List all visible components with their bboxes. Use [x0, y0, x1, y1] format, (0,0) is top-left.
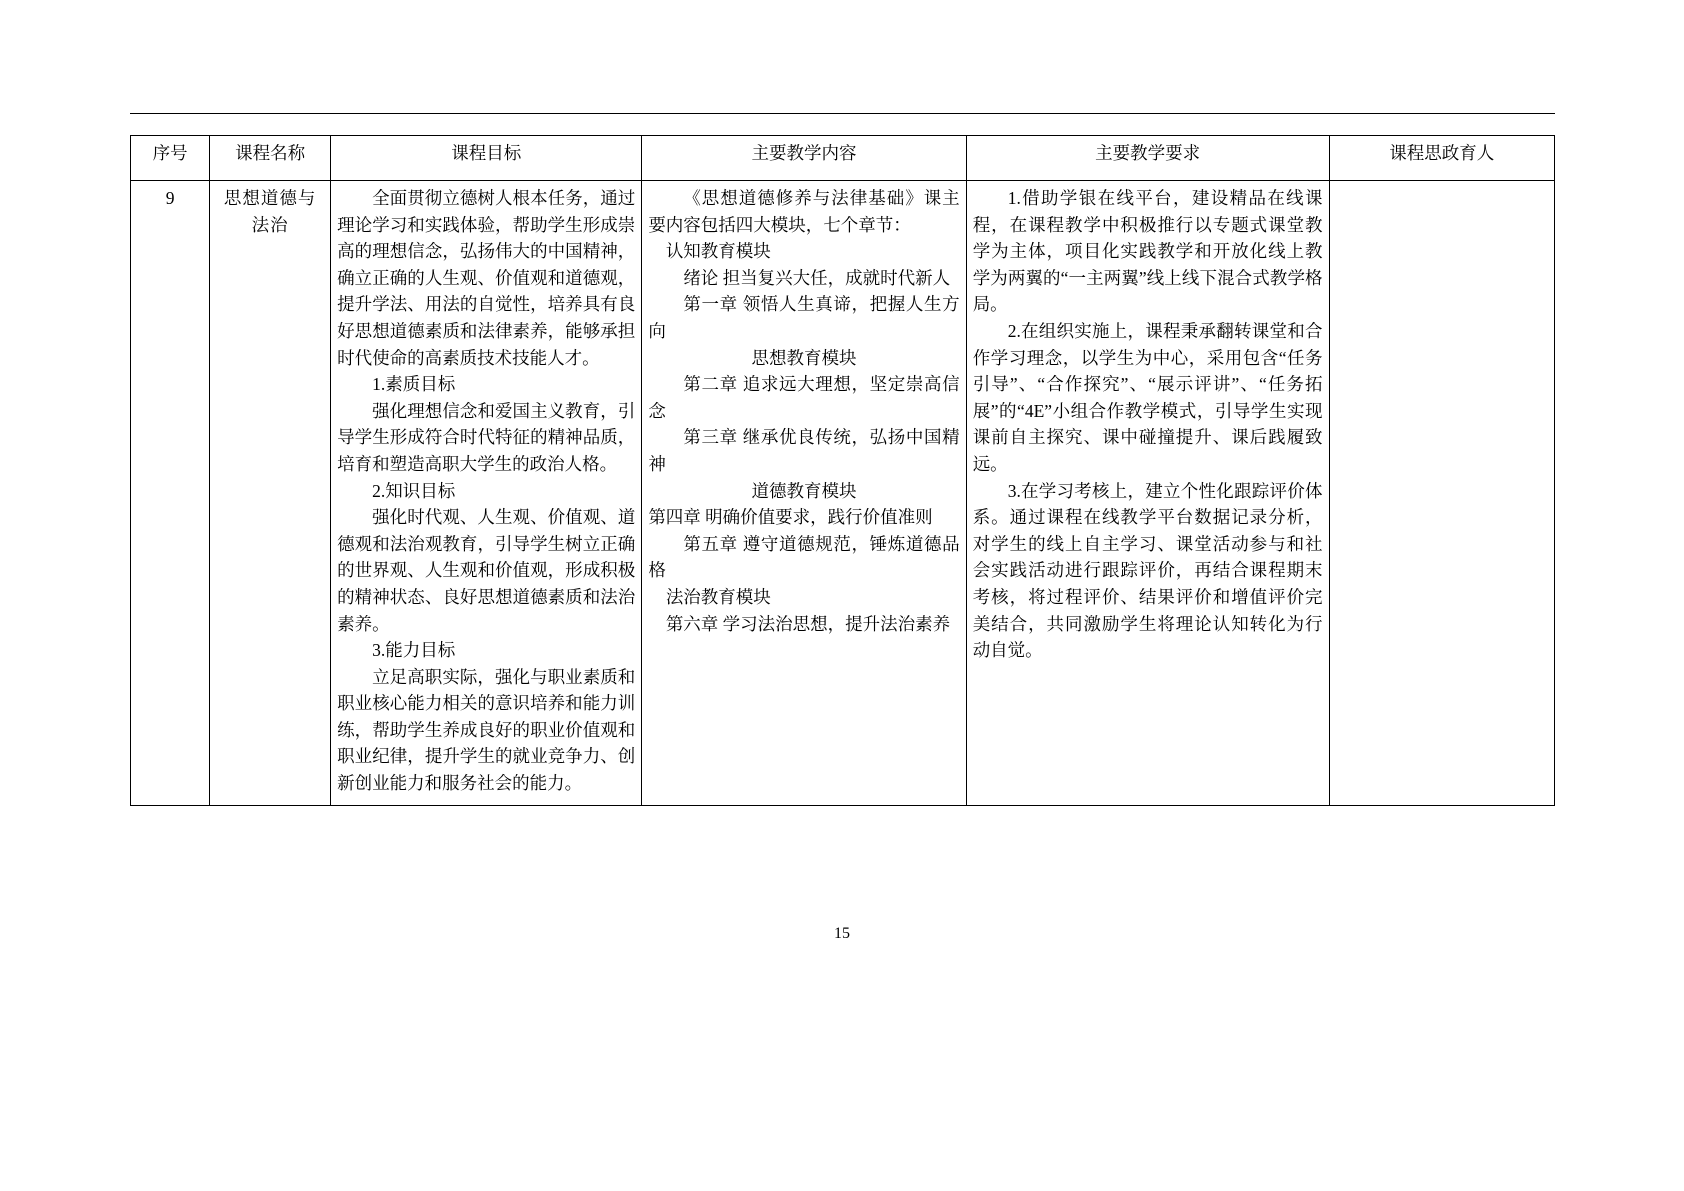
content-module-ideological: 思想教育模块: [751, 347, 857, 368]
header-rule: [130, 113, 1555, 114]
table-header-row: [131, 136, 1555, 181]
content-module-cognitive: 认知教育模块: [665, 241, 771, 262]
column-header-teaching-requirement: 主要教学要求: [966, 136, 1329, 181]
content-chapter-6: 第六章 学习法治思想，提升法治素养: [665, 613, 951, 634]
goal-heading-ability: 3.能力目标: [372, 640, 456, 661]
cell-course-goal: [331, 181, 642, 806]
cell-course-name: [210, 181, 331, 806]
content-module-moral: 道德教育模块: [751, 480, 857, 501]
course-name-text: 思想道德与法治: [223, 188, 317, 235]
cell-ideological-education: [1329, 181, 1554, 806]
goal-heading-quality: 1.素质目标: [372, 374, 456, 395]
content-chapter-5: 第五章 遵守道德规范，锤炼道德品格: [648, 533, 960, 581]
course-table: [130, 135, 1555, 806]
content-intro: 《思想道德修养与法律基础》课主要内容包括四大模块，七个章节：: [648, 188, 960, 235]
goal-paragraph-ability: 立足高职实际，强化与职业素质和职业核心能力相关的意识培养和能力训练，帮助学生养成良好的职业价值观和职业纪律，提升学生的就业竞争力、创新创业能力和服务社会的能力。: [337, 666, 636, 794]
page-number: 15: [834, 925, 850, 942]
column-header-course-goal: 课程目标: [331, 136, 642, 181]
column-header-course-name: 课程名称: [210, 136, 331, 181]
column-header-no: 序号: [131, 136, 210, 181]
requirement-item-1: 1.借助学银在线平台，建设精品在线课程，在课程教学中积极推行以专题式课堂教学为主体，项目化实践教学和开放化线上教学为两翼的“一主两翼”线上线下混合式教学格局。: [972, 188, 1323, 315]
content-chapter-4: 第四章 明确价值要求，践行价值准则: [648, 507, 933, 528]
goal-heading-knowledge: 2.知识目标: [372, 480, 456, 501]
requirement-item-3: 3.在学习考核上，建立个性化跟踪评价体系。通过课程在线教学平台数据记录分析，对学生的线上自主学习、课堂活动参与和社会实践活动进行跟踪评价，再结合课程期末考核，将过程评价、结果评价和增值评价完美结合，共同激励学生将理论认知转化为行动自觉。: [972, 480, 1323, 661]
content-chapter-3: 第三章 继承优良传统，弘扬中国精神: [648, 427, 960, 474]
content-chapter-1: 第一章 领悟人生真谛，把握人生方向: [648, 294, 960, 341]
cell-serial-number: 9: [131, 181, 210, 806]
column-header-teaching-content: 主要教学内容: [642, 136, 966, 181]
goal-paragraph-quality: 强化理想信念和爱国主义教育，引导学生形成符合时代特征的精神品质，培育和塑造高职大学生的政治人格。: [337, 400, 636, 474]
content-chapter-intro: 绪论 担当复兴大任，成就时代新人: [683, 267, 951, 288]
cell-teaching-content: [642, 181, 966, 806]
column-header-ideological-education: 课程思政育人: [1329, 136, 1554, 181]
goal-paragraph-knowledge: 强化时代观、人生观、价值观、道德观和法治观教育，引导学生树立正确的世界观、人生观和价值观，形成积极的精神状态、良好思想道德素质和法治素养。: [337, 507, 636, 634]
content-chapter-2: 第二章 追求远大理想，坚定崇高信念: [648, 374, 960, 421]
cell-teaching-requirement: [966, 181, 1329, 806]
goal-paragraph-overview: 全面贯彻立德树人根本任务，通过理论学习和实践体验，帮助学生形成崇高的理想信念，弘扬伟大的中国精神，确立正确的人生观、价值观和道德观，提升学法、用法的自觉性，培养具有良好思想道德素质和法律素养，能够承担时代使命的高素质技术技能人才。: [337, 188, 636, 368]
requirement-item-2: 2.在组织实施上，课程秉承翻转课堂和合作学习理念，以学生为中心，采用包含“任务引导”、“合作探究”、“展示评讲”、“任务拓展”的“4E”小组合作教学模式，引导学生实现课前自主探究、课中碰撞提升、课后践履致远。: [972, 320, 1323, 474]
content-module-legal: 法治教育模块: [665, 586, 771, 607]
table-row: [131, 181, 1555, 806]
